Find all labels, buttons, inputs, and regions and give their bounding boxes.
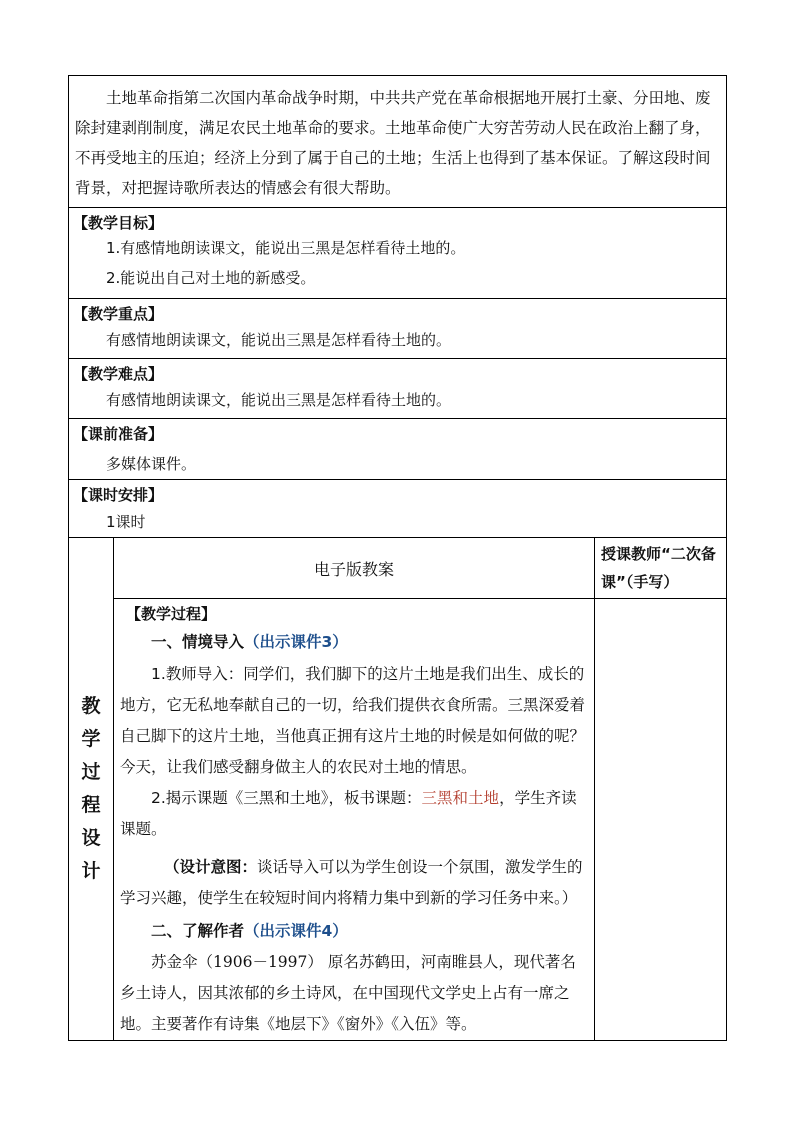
board-title: 三黑和土地 [421,789,500,807]
objective-item: 2.能说出自己对土地的新感受。 [106,269,316,287]
lesson-plan-table [68,75,727,1041]
side-char: 学 [81,728,101,750]
second-prep-header: 授课教师“二次备课”（手写） [595,538,727,599]
electronic-plan-header: 电子版教案 [114,538,595,599]
section-title: 一、情境导入 [151,633,245,651]
process-heading: 【教学过程】 [126,605,217,623]
schedule-row [69,480,727,538]
section-title: 二、了解作者 [151,922,245,940]
preparation-text: 多媒体课件。 [106,455,197,473]
slide-tag: （出示课件4） [244,922,348,940]
author-paragraph: 苏金伞（1906－1997） 原名苏鹤田，河南睢县人，现代著名乡土诗人，因其浓郁的乡土诗风，在中国现代文学史上占有一席之地。主要著作有诗集《地层下》《窗外》《入伍》等。 [120,953,576,1033]
difficulties-row [69,359,727,419]
side-char: 过 [81,761,101,783]
process-row [69,599,727,1041]
section-author [114,914,594,947]
process-content [114,599,595,1041]
side-char: 程 [81,794,101,816]
design-intent-label: （设计意图： [164,857,258,876]
lesson-plan-page [68,75,726,1041]
design-header-row [69,538,727,599]
difficulties-text: 有感情地朗读课文，能说出三黑是怎样看待土地的。 [106,391,452,409]
process-design-label [69,538,114,1041]
slide-tag: （出示课件3） [244,633,348,651]
side-char: 教 [81,695,101,717]
design-intent: （设计意图：谈话导入可以为学生创设一个氛围，激发学生的学习兴趣，使学生在较短时间内将精力集中到新的学习任务中来。） [120,857,583,907]
preparation-row [69,419,727,480]
objectives-row [69,208,727,299]
key-points-row [69,299,727,359]
side-char: 设 [81,827,101,849]
schedule-text: 1课时 [106,513,146,531]
objectives-heading: 【教学目标】 [73,214,164,232]
intro-paragraph-2: 2.揭示课题《三黑和土地》，板书课题：三黑和土地，学生齐读课题。 [120,789,577,838]
side-char: 计 [81,860,101,882]
handwritten-notes-area [595,599,727,1041]
intro-paragraph-1: 1.教师导入：同学们，我们脚下的这片土地是我们出生、成长的地方，它无私地奉献自己的一切，给我们提供衣食所需。三黑深爱着自己脚下的这片土地，当他真正拥有这片土地的时候是如何做的呢？今天，让我们感受翻身做主人的农民对土地的情思。 [120,665,586,776]
background-paragraph: 土地革命指第二次国内革命战争时期，中共共产党在革命根据地开展打土豪、分田地、废除封建剥削制度，满足农民土地革命的要求。土地革命使广大穷苦劳动人民在政治上翻了身，不再受地主的压迫；经济上分到了属于自己的土地；生活上也得到了基本保证。了解这段时间背景，对把握诗歌所表达的情感会有很大帮助。 [75,89,711,197]
key-points-heading: 【教学重点】 [73,305,164,323]
intro-row [69,76,727,208]
preparation-heading: 【课前准备】 [73,425,164,443]
schedule-heading: 【课时安排】 [73,486,164,504]
section-intro [114,626,594,659]
objective-item: 1.有感情地朗读课文，能说出三黑是怎样看待土地的。 [106,239,466,257]
difficulties-heading: 【教学难点】 [73,365,164,383]
key-points-text: 有感情地朗读课文，能说出三黑是怎样看待土地的。 [106,331,452,349]
